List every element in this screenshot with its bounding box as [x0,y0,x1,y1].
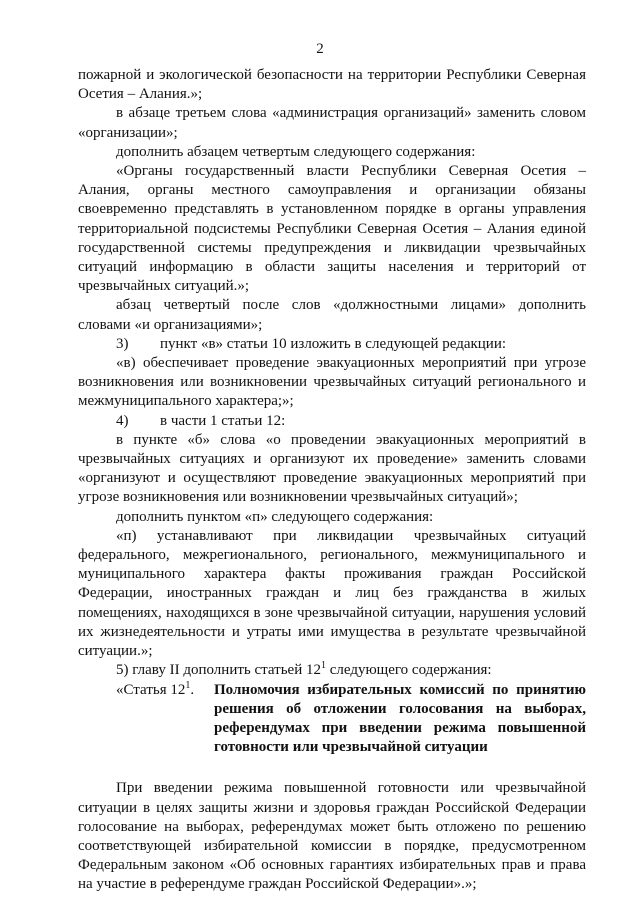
article-heading [78,681,586,758]
paragraph-item-b: в пункте «б» слова «о проведении эвакуационных мероприятий в чрезвычайных ситуациях и организуют их проведение» заменить словами «организуют и осуществляют проведение эвакуационных мероприятий при угрозе возникновения или возникновении чрезвычайных ситуаций»; [78,431,586,506]
paragraph-chapter-two [78,661,586,680]
document-body [78,66,586,895]
paragraph-quoted-organs: «Органы государственный власти Республики Северная Осетия – Алания, органы местного самоуправления и организации обязаны своевременно представлять в установленном порядке в органы управления территориальной подсистемы Республики Северная Осетия – Алания единой государственной системы предупреждения и ликвидации чрезвычайных ситуаций информацию в области защиты населения и территорий от чрезвычайных ситуаций.»; [78,163,586,295]
list-item-text: в части 1 статьи 12: [160,412,286,429]
paragraph-continuation: пожарной и экологической безопасности на территории Республики Северная Осетия – Алания.»; [78,67,586,103]
paragraph-item-v: «в) обеспечивает проведение эвакуационных мероприятий при угрозе возникновения или возникновении чрезвычайных ситуаций регионального и межмуниципального характера;»; [78,355,586,410]
paragraph-add-fourth: дополнить абзацем четвертым следующего содержания: [116,143,476,160]
page-number: 2 [316,41,324,57]
text-run: 5) главу II дополнить статьей 12 [116,662,321,679]
list-item-text: пункт «в» статьи 10 изложить в следующей редакции: [160,335,507,352]
superscript: 1 [320,660,326,672]
article-label [116,681,214,758]
paragraph-fourth-officials: абзац четвертый после слов «должностными лицами» дополнить словами «и организациями»; [78,297,586,333]
text-run: «Статья 12 [116,681,186,698]
paragraph-amend-third: в абзаце третьем слова «администрация организаций» заменить словом «организации»; [78,105,586,141]
list-item-3 [78,335,586,354]
list-item-4 [78,412,586,431]
paragraph-item-p: «п) устанавливают при ликвидации чрезвычайных ситуаций федерального, межрегионального, регионального, межмуниципального и муниципального характера факты проживания граждан Российской Федерации, иностранных граждан и лиц без гражданства в жилых помещениях, находящихся в зоне чрезвычайной ситуации, нарушения условий их жизнедеятельности и утраты ими имущества в результате чрезвычайной ситуации.»; [78,527,586,660]
list-item-number: 4) [116,412,129,429]
paragraph-add-item-p: дополнить пунктом «п» следующего содержания: [116,508,434,525]
text-run: следующего содержания: [325,662,492,679]
text-run: . [190,681,195,698]
paragraph-article-body: При введении режима повышенной готовности или чрезвычайной ситуации в целях защиты жизни и здоровья граждан Российской Федерации голосование на выборах, референдумах может быть отложено по решению соответствующей избирательной комиссии в порядке, предусмотренном Федеральным законом «Об основных гарантиях избирательных прав и права на участие в референдуме граждан Российской Федерации».»; [78,780,586,893]
list-item-number: 3) [116,335,129,352]
article-title: Полномочия избирательных комиссий по принятию решения об отложении голосования на выборах, референдумах при введении режима повышенной готовности или чрезвычайной ситуации [214,681,586,756]
superscript: 1 [185,679,191,691]
